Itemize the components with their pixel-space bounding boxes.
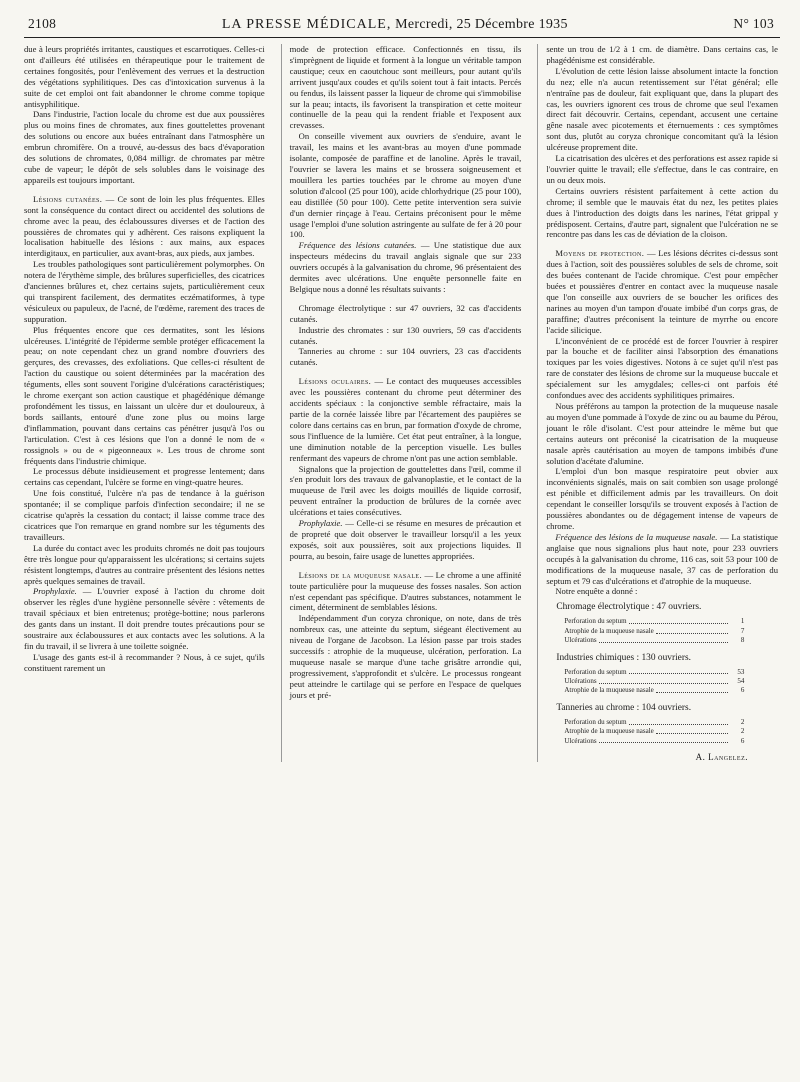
- paragraph: On conseille vivement aux ouvriers de s'enduire, avant le travail, les mains et les avant-bras au moyen d'une pommade isolante, composée de paraffine et de lanoline. Après le travail, l'ouvrier se lavera les mains et se brossera soigneusement et mouillera les parties touchées par le chrome au moyen d'une solution d'alcool (25 pour 100), acide chlorhydrique (25 pour 100), eau distillée (50 pour 100). Cette petite intervention sera suivie d'un dernier rinçage à l'eau. Certains préconisent pour le même usage l'emploi d'une solution astringente au sulfate de fer à 20 pour 100.: [289, 131, 522, 240]
- section-moyens-protection: [546, 248, 778, 335]
- paragraph: L'inconvénient de ce procédé est de forcer l'ouvrier à respirer par la bouche et de faciliter ainsi l'absorption des émanations toxiques par les voies digestives. Notons à ce sujet qu'il n'est pas rare de constater des lésions de chrome sur la muqueuse buccale et spécialement sur les amygdales; celles-ci ont parfois été confondues avec des accidents syphilitiques primaires.: [546, 335, 778, 401]
- row-value: 6: [740, 736, 745, 745]
- table-title: Tanneries au chrome : 104 ouvriers.: [556, 702, 692, 713]
- section-text: — Ce sont de loin les plus fréquentes. Elles sont la conséquence du contact direct ou accidentel des solutions de chrome avec la peau, des éclaboussures diverses et de l'action des poussières de chromates qui y adhèrent. Ces raisons expliquent la localisation habituelle des lésions : aux mains, aux espaces interdigitaux, en particulier, aux avant-bras, aux pieds, aux jambes.: [24, 193, 265, 259]
- leader-dots: [629, 617, 729, 624]
- issue-date: Mercredi, 25 Décembre 1935: [395, 17, 568, 32]
- leader-dots: [656, 727, 729, 734]
- paragraph: L'usage des gants est-il à recommander ? Nous, à ce sujet, qu'ils constituent rarement un: [24, 651, 265, 673]
- leader-dots: [629, 668, 729, 675]
- row-value: 2: [740, 727, 745, 736]
- row-label: Perforation du septum: [564, 617, 627, 626]
- column-2: [281, 44, 524, 762]
- table-title: Chromage électrolytique : 47 ouvriers.: [556, 602, 702, 613]
- leader-dots: [629, 718, 729, 725]
- table-row: [564, 636, 744, 645]
- section-heading: Moyens de protection.: [555, 248, 645, 259]
- running-title: [56, 17, 733, 33]
- row-value: 2: [740, 717, 745, 726]
- leader-dots: [599, 677, 729, 684]
- section-muqueuse-nasale: [290, 570, 522, 614]
- section-heading: Fréquence des lésions de la muqueuse nasale.: [555, 531, 718, 542]
- section-text: — Le chrome a une affinité toute particulière pour la muqueuse des fosses nasales. Son action n'est cependant pas spécifique. D'autres substances, notamment le ciment, déterminent de semblables lésions.: [289, 569, 522, 613]
- paragraph: mode de protection efficace. Confectionnés en tissu, ils s'imprègnent de liquide et forment à la longue un véritable tampon caustique; ceux en caoutchouc sont meilleurs, pour autant qu'ils arrivent jusqu'aux coudes et qu'ils soient tout à fait intacts. Percés ou fendus, ils laissent passer la liqueur de chrome qui s'immobilise sur la peau; intacts, ils favorisent la transpiration et cette moiteur continuelle de la peau qui la rendent friable et l'exposent aux crevasses.: [289, 44, 522, 131]
- paragraph: L'évolution de cette lésion laisse absolument intacte la fonction du nez; elle n'a aucun retentissement sur l'état général; elle n'entraîne pas de douleur, fait expliquant que, dans la plupart des cas, les ouvriers ignorent ces trous de chrome que seul l'examen direct fait découvrir. Certains, cependant, accusent une certaine gêne nasale avec picotements et éternuements : ces symptômes sont dus, plutôt au coryza chronique concomitant qu'à la lésion ulcéreuse proprement dite.: [546, 65, 778, 153]
- row-value: 53: [737, 667, 745, 676]
- section-heading: Prophylaxie.: [298, 518, 343, 529]
- stats-table-chromage: [564, 617, 744, 645]
- section-prophylaxie: [24, 586, 265, 651]
- section-lesions-cutanees: [24, 194, 265, 259]
- leader-dots: [656, 627, 729, 634]
- row-value: 1: [740, 617, 745, 626]
- section-lesions-oculaires: [290, 376, 522, 463]
- table-row: [564, 668, 744, 677]
- paragraph: La durée du contact avec les produits chromés ne doit pas toujours être très longue pour qu'apparaissent les ulcérations; si certains sujets résistent longtemps, d'autres au contraire présentent des lésions nettes après quelques semaines de travail.: [24, 542, 265, 586]
- paragraph: Nous préférons au tampon la protection de la muqueuse nasale au moyen d'une pommade à l'oxyde de zinc ou au baume du Pérou, jouant le rôle d'isolant. C'est pour atteindre le même but que certains auteurs ont préconisé la cicatrisation de la muqueuse nasale après cautérisation au moyen de tampons imbibés d'une solution d'acétate d'alumine.: [546, 401, 778, 466]
- stat-line: Industrie des chromates : sur 130 ouvriers, 59 cas d'accidents cutanés.: [289, 324, 522, 346]
- table-row: [564, 718, 744, 727]
- row-label: Perforation du septum: [564, 667, 627, 676]
- row-value: 54: [737, 676, 745, 685]
- paragraph: Signalons que la projection de gouttelettes dans l'œil, comme il s'en produit lors des travaux de galvanoplastie, et le contact de la muqueuse de l'œil avec les doigts mouillés de liquide corrosif, peuvent entraîner la production de brûlures de la cornée avec ulcérations et taies consécutives.: [289, 463, 522, 518]
- table-row: [564, 627, 744, 636]
- paragraph: Plus fréquentes encore que ces dermatites, sont les lésions ulcéreuses. L'intégrité de l'épiderme semble protéger efficacement la peau; on note cependant chez un grand nombre d'ouvriers des gerçures, des crevasses, des exfoliations. Que celles-ci résultent de l'action du caustique ou soient déterminées par la macération des téguments, elles sont souvent l'origine d'ulcérations caractéristiques; le chrome exerçant son action caustique et phagédénique démange profondément les tissus, en laissant un ulcère dur et douloureux, à bords saillants, entouré d'une zone plus ou moins large d'inflammation, pouvant dans certains cas pénétrer jusqu'à l'os ou l'articulation. C'est à ces lésions que l'on a donné le nom de « rossignols » ou de « pigeonneaux ». Les trous de chrome sont fréquents dans l'industrie chimique.: [24, 324, 265, 466]
- row-label: Ulcérations: [564, 736, 597, 745]
- text-columns: [24, 44, 780, 762]
- row-label: Ulcérations: [564, 676, 597, 685]
- section-text: — Les lésions décrites ci-dessus sont dues à l'action, soit des poussières solubles de sels de chrome, soit des buées contenant de l'acide chromique. C'est pour empêcher buées et poussières d'entrer en contact avec la muqueuse nasale que l'on conseille aux ouvriers de se boucher les orifices des narines au moyen d'un tampon d'ouate imbibé d'un corps gras, de paraffine; d'autres préconisent la teinture de myrrhe ou encore l'acide silicique.: [546, 248, 778, 335]
- stats-table-tanneries: [564, 718, 744, 746]
- paragraph: Le processus débute insidieusement et progresse lentement; dans certains cas cependant, l'ulcère se forme en vingt-quatre heures.: [24, 466, 265, 488]
- section-text: — Une statistique due aux inspecteurs médecins du travail anglais signale que sur 233 ouvriers occupés à la galvanisation du chrome, 96 présentaient des dermites avec ulcérations. Une enquête personnelle faite en Belgique nous a donné les résultats suivants :: [289, 240, 522, 294]
- paragraph: Une fois constitué, l'ulcère n'a pas de tendance à la guérison spontanée; il se complique parfois d'infection secondaire; il ne se cicatrise qu'après la cessation du contact; il laisse comme trace des cicatrices que l'on remarque en grand nombre sur les téguments des travailleurs.: [24, 488, 265, 542]
- stats-table-industries: [564, 668, 744, 696]
- table-row: [564, 686, 744, 695]
- paragraph: La cicatrisation des ulcères et des perforations est assez rapide si l'ouvrier quitte le travail; elle s'effectue, dans le cas contraire, en un ou deux mois.: [546, 153, 778, 185]
- row-label: Perforation du septum: [564, 717, 627, 726]
- section-text: — Celle-ci se résume en mesures de précaution et de propreté que doit observer le travailleur lorsqu'il a les yeux exposés, soit aux poussières, soit aux projections liquides. Il pourra, au besoin, faire usage de lunettes appropriées.: [289, 518, 522, 561]
- column-1: [24, 44, 267, 762]
- table-row: [564, 737, 744, 746]
- row-value: 6: [740, 686, 745, 695]
- row-label: Atrophie de la muqueuse nasale: [564, 727, 654, 736]
- row-value: 8: [740, 636, 745, 645]
- section-heading: Lésions oculaires.: [298, 376, 372, 387]
- row-label: Atrophie de la muqueuse nasale: [564, 626, 654, 635]
- leader-dots: [599, 737, 729, 744]
- row-value: 7: [740, 626, 745, 635]
- page-number: 2108: [28, 16, 57, 31]
- publication-name: LA PRESSE MÉDICALE,: [221, 17, 392, 32]
- paragraph: Certains ouvriers résistent parfaitement à cette action du chrome; il semble que le mauvais état du nez, les petites plaies dues à l'introduction des doigts dans les narines, l'état grippal y prédisposent. Certains, d'autre part, signalent que l'ulcération ne se rencontre pas dans les cas de déviation de la cloison.: [546, 185, 778, 240]
- table-row: [564, 727, 744, 736]
- table-title: Industries chimiques : 130 ouvriers.: [556, 652, 691, 663]
- column-3: [537, 44, 780, 762]
- stat-line: Tanneries au chrome : sur 104 ouvriers, 23 cas d'accidents cutanés.: [289, 346, 522, 368]
- paragraph: Indépendamment d'un coryza chronique, on note, dans de très nombreux cas, une atteinte du septum, siégeant électivement au niveau de l'organe de Jacobson. La lésion passe par trois stades successifs : atrophie de la muqueuse, ulcération, perforation. La muqueuse nasale se marque d'une tache grisâtre arrondie qui, progressivement, s'approfondit et s'ulcère. Le processus rongeant peut atteindre le cartilage qui se perfore en l'espace de quelques jours et pré-: [289, 613, 522, 700]
- page-header: [24, 16, 780, 38]
- paragraph: due à leurs propriétés irritantes, caustiques et escarrotiques. Celles-ci ont d'ailleurs été utilisées en thérapeutique pour le traitement de certaines fongosités, pour l'enlèvement des verrues et la destruction des végétations syphilitiques. Des cas d'intoxication survenus à la suite de cet emploi ont fait abandonner le chrome comme topique antisyphilitique.: [24, 44, 265, 109]
- paragraph: L'emploi d'un bon masque respiratoire peut obvier aux inconvénients signalés, mais on sait combien son usage prolongé est pénible et difficilement admis par les travailleurs. On doit cependant le conseiller lorsqu'ils se trouvent exposés à l'action de poussières abondantes ou de dégagement intense de vapeurs de chrome.: [546, 466, 778, 531]
- section-text: — L'ouvrier exposé à l'action du chrome doit observer les règles d'une hygiène personnelle sévère : vêtements de travail spéciaux et bien entretenus; protège-bottine; nous parlerons des gants dans un instant. Il doit prendre toutes précautions pour se soustraire aux éclaboussures et aux contacts avec les solutions. A la fin du travail, il se livrera à une toilette soignée.: [24, 586, 265, 651]
- section-heading: Fréquence des lésions cutanées.: [298, 240, 417, 251]
- section-text: — La statistique anglaise que nous signalions plus haut note, pour 233 ouvriers occupés à la galvanisation du chrome, 116 cas, soit 53 pour 100 de modifications de la muqueuse nasale, 37 cas de perforation du septum et 79 cas d'ulcérations et d'atrophie de la muqueuse.: [546, 531, 778, 586]
- stat-line: Chromage électrolytique : sur 47 ouvriers, 32 cas d'accidents cutanés.: [289, 302, 522, 324]
- paragraph: Dans l'industrie, l'action locale du chrome est due aux poussières plus ou moins fines de chromates, aux fines gouttelettes provenant des solutions ou encore aux buées entraînant dans l'atmosphère un embrun chromifère. On a trouvé, au-dessus des bacs d'évaporation des solutions de chromates, 0,084 milligr. de chromates par mètre cube de vapeur; le dépôt de sels solubles dans le voisinage des appareils est toujours important.: [24, 109, 265, 185]
- section-frequence-nasale: [546, 532, 778, 587]
- issue-number: N° 103: [733, 16, 774, 31]
- table-row: [564, 677, 744, 686]
- table-row: [564, 617, 744, 626]
- section-heading: Lésions de la muqueuse nasale.: [298, 569, 423, 580]
- paragraph: Les troubles pathologiques sont particulièrement polymorphes. On notera de l'érythème simple, des brûlures superficielles, des cicatrices d'anciennes brûlures et, chez certains sujets, particulièrement ceux qui transpirent facilement, des dermatites eczématiformes, à type vésiculeux ou papuleux, de l'acné, de l'œdème, rarement des traces de suppuration.: [24, 259, 265, 324]
- leader-dots: [656, 686, 729, 693]
- section-text: — Le contact des muqueuses accessibles avec les poussières contenant du chrome peut déterminer des accidents spéciaux : la conjonctive semble réfractaire, mais la partie de la cornée laissée libre par l'écartement des paupières se colore dans certains cas en brun, par formation d'oxyde de chrome, sous l'influence de la lumière. Cet état peut entraîner, à la longue, une diminution notable de la perception visuelle. Les bulles renfermant des vapeurs de chrome n'ont pas une action semblable.: [289, 376, 522, 463]
- row-label: Ulcérations: [564, 636, 597, 645]
- paragraph: sente un trou de 1/2 à 1 cm. de diamètre. Dans certains cas, le phagédénisme est considérable.: [546, 44, 778, 65]
- paragraph: Notre enquête a donné :: [555, 586, 638, 597]
- row-label: Atrophie de la muqueuse nasale: [564, 686, 654, 695]
- section-prophylaxie-oculaire: [290, 518, 522, 562]
- author-signature: A. Langelez.: [695, 751, 748, 762]
- leader-dots: [599, 636, 729, 643]
- section-frequence-cutanees: [290, 240, 522, 295]
- section-heading: Prophylaxie.: [33, 586, 77, 597]
- section-heading: Lésions cutanées.: [33, 193, 103, 204]
